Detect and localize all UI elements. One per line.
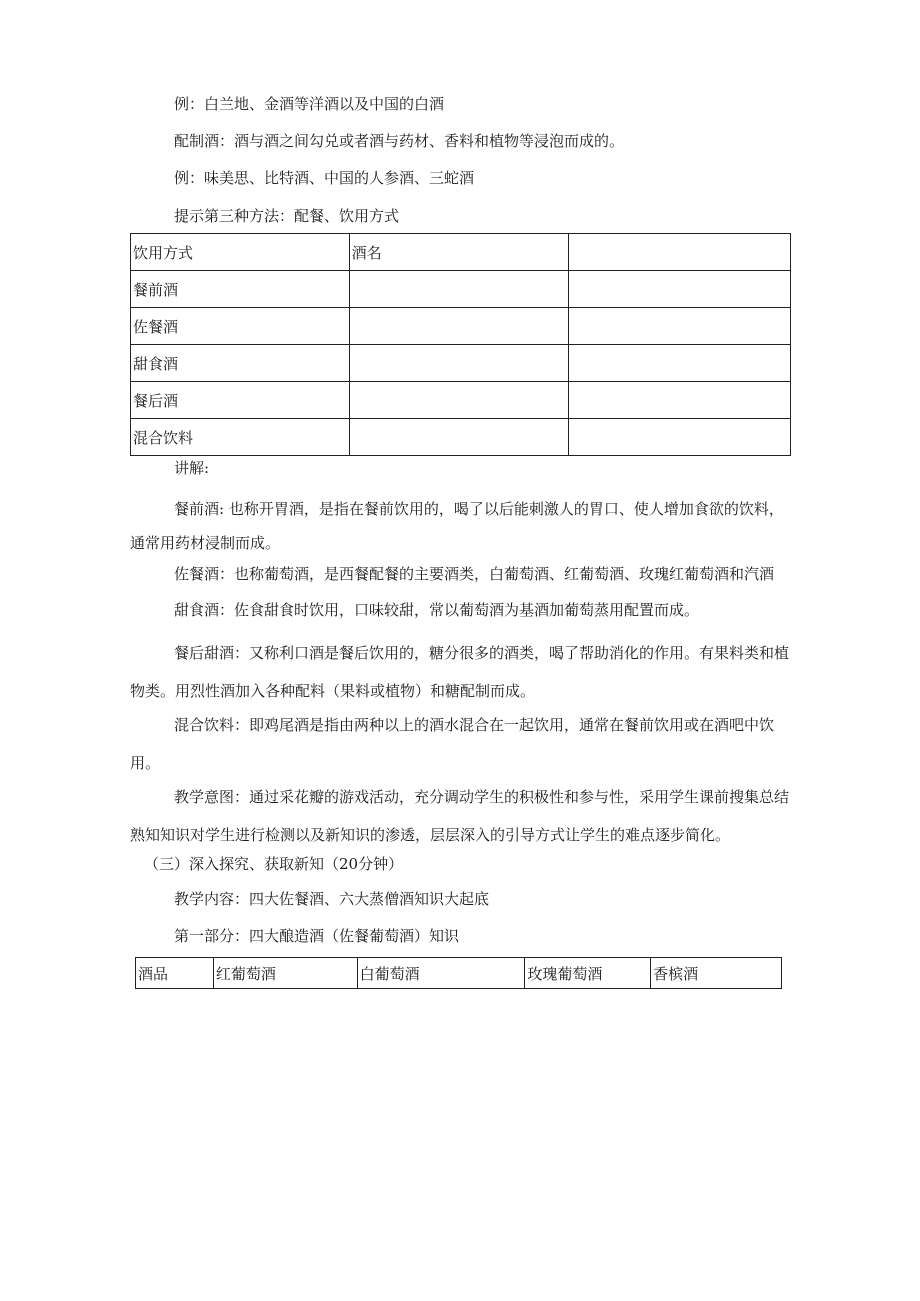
table-row bbox=[131, 308, 791, 345]
table-row-label: 佐餐酒 bbox=[131, 308, 350, 345]
text-line-example-1: 例：白兰地、金酒等洋酒以及中国的白酒 bbox=[174, 95, 445, 113]
table-cell bbox=[569, 271, 791, 308]
teaching-content: 教学内容：四大佐餐酒、六大蒸僧酒知识大起底 bbox=[174, 890, 490, 908]
paragraph-text: 甜食酒：佐食甜食时饮用，口味较甜，常以葡萄酒为基酒加葡萄蒸用配置而成。 bbox=[174, 601, 700, 619]
wine-category-table bbox=[135, 957, 782, 989]
paragraph-cocktail bbox=[130, 706, 792, 782]
table-header-cell: 红葡萄酒 bbox=[213, 958, 357, 989]
paragraph-text: 餐后甜酒：又称利口酒是餐后饮用的，糖分很多的酒类，喝了帮助消化的作用。有果料类和植物类。用烈性酒加入各种配料（果料或植物）和糖配制而成。 bbox=[130, 644, 790, 700]
table-cell bbox=[349, 382, 569, 419]
table-row-label: 餐前酒 bbox=[131, 271, 350, 308]
table-cell bbox=[569, 345, 791, 382]
table-row-label: 餐后酒 bbox=[131, 382, 350, 419]
table-row-label: 混合饮料 bbox=[131, 419, 350, 456]
table-row bbox=[131, 382, 791, 419]
part-one-title: 第一部分：四大酿造酒（佐餐葡萄酒）知识 bbox=[174, 927, 460, 945]
text-line-blended-wine: 配制酒：酒与酒之间勾兑或者酒与药材、香料和植物等浸泡而成的。 bbox=[174, 132, 625, 150]
table-row bbox=[131, 271, 791, 308]
paragraph-dessert-wine bbox=[130, 600, 792, 620]
table-row-label: 甜食酒 bbox=[131, 345, 350, 382]
table-row bbox=[131, 345, 791, 382]
paragraph-liqueur bbox=[130, 634, 792, 710]
table-header-cell bbox=[569, 234, 791, 271]
table-cell bbox=[569, 308, 791, 345]
drinking-style-table bbox=[130, 233, 791, 456]
table-cell bbox=[349, 419, 569, 456]
paragraph-text: 混合饮料：即鸡尾酒是指由两种以上的酒水混合在一起饮用，通常在餐前饮用或在酒吧中饮用。 bbox=[130, 716, 775, 772]
table-cell bbox=[569, 419, 791, 456]
section-heading: （三）深入探究、获取新知（20分钟） bbox=[144, 855, 404, 873]
paragraph-text: 餐前酒: 也称开胃酒，是指在餐前饮用的，喝了以后能刺激人的胃口、使人增加食欲的饮料，通常用药材浸制而成。 bbox=[130, 500, 784, 552]
text-line-example-2: 例：味美思、比特酒、中国的人参酒、三蛇酒 bbox=[174, 169, 475, 187]
table-header-cell: 玫瑰葡萄酒 bbox=[525, 958, 651, 989]
paragraph-table-wine bbox=[130, 564, 792, 584]
table-cell bbox=[569, 382, 791, 419]
paragraph-teaching-intent bbox=[130, 778, 792, 854]
table-header-cell: 饮用方式 bbox=[131, 234, 350, 271]
text-line-hint: 提示第三种方法：配餐、饮用方式 bbox=[174, 207, 400, 225]
table-cell bbox=[349, 308, 569, 345]
table-header-cell: 酒名 bbox=[349, 234, 569, 271]
table-cell bbox=[349, 345, 569, 382]
table-header-cell: 香槟酒 bbox=[651, 958, 782, 989]
table-header-cell: 白葡萄酒 bbox=[357, 958, 525, 989]
explain-title: 讲解: bbox=[174, 459, 210, 477]
table-header-row bbox=[131, 234, 791, 271]
table-cell bbox=[349, 271, 569, 308]
paragraph-text: 教学意图：通过采花瓣的游戏活动，充分调动学生的积极性和参与性，采用学生课前搜集总结熟知知识对学生进行检测以及新知识的渗透，层层深入的引导方式让学生的难点逐步简化。 bbox=[130, 788, 790, 844]
paragraph-aperitif bbox=[130, 492, 792, 560]
paragraph-text: 佐餐酒：也称葡萄酒，是西餐配餐的主要酒类，白葡萄酒、红葡萄酒、玫瑰红葡萄酒和汽酒 bbox=[174, 565, 775, 583]
table-row bbox=[131, 419, 791, 456]
table-header-cell: 酒品 bbox=[136, 958, 214, 989]
table-header-row bbox=[136, 958, 782, 989]
